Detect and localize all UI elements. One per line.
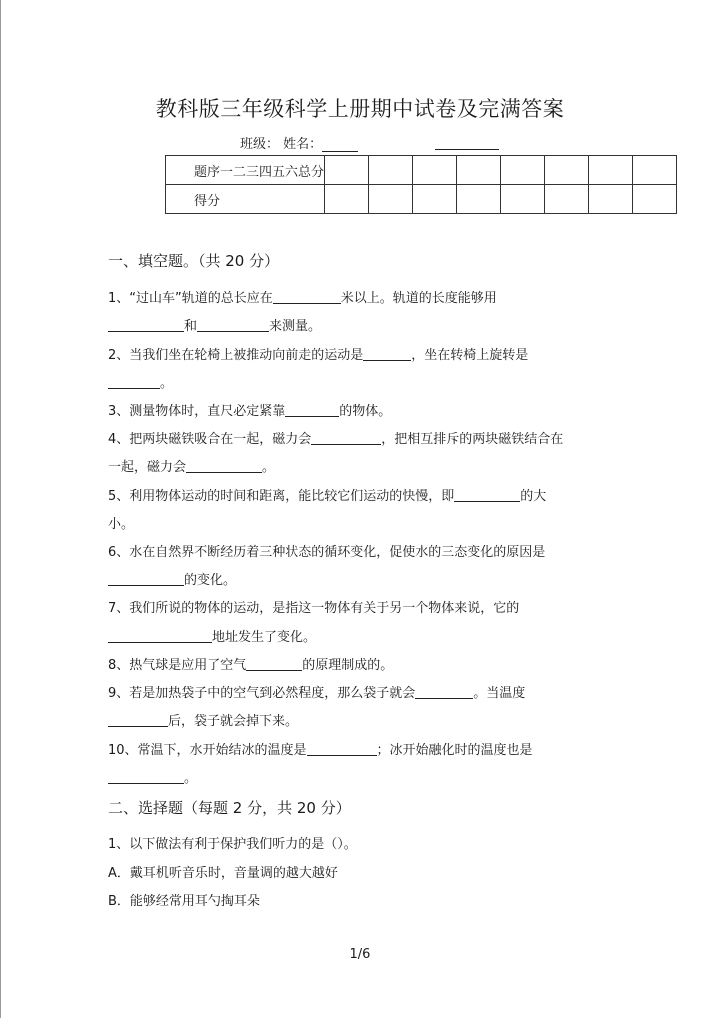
answer-blank[interactable]	[108, 713, 168, 727]
question-6-line1: 6、水在自然界不断经历着三种状态的循环变化，促使水的三态变化的原因是	[108, 545, 546, 560]
answer-blank[interactable]	[108, 770, 184, 784]
question-text: 。	[160, 376, 174, 391]
mc-option-b[interactable]: B．能够经常用耳勺掏耳朵	[108, 894, 260, 909]
question-text: 2、当我们坐在轮椅上被推动向前走的运动是	[108, 348, 364, 363]
question-text: 和	[184, 319, 198, 334]
score-input-cell[interactable]	[413, 185, 457, 214]
page-title: 教科版三年级科学上册期中试卷及完满答案	[155, 97, 565, 121]
question-text: 米以上。轨道的长度能够用	[340, 291, 497, 306]
question-text: 3、测量物体时，直尺必定紧靠	[108, 404, 286, 419]
question-text: 1、“过山车”轨道的总长应在	[108, 291, 273, 306]
question-9-line2	[108, 710, 298, 729]
answer-blank[interactable]	[108, 318, 184, 332]
score-header-cell	[545, 156, 589, 185]
question-8	[108, 654, 393, 673]
score-header-label: 题序一二三四五六总分	[166, 156, 325, 185]
question-text: 的物体。	[339, 404, 392, 419]
score-value-row	[166, 185, 677, 214]
answer-blank[interactable]	[311, 431, 381, 445]
score-header-cell	[413, 156, 457, 185]
score-header-row	[166, 156, 677, 185]
answer-blank[interactable]	[186, 459, 262, 473]
question-1-line1	[108, 287, 497, 306]
score-input-cell[interactable]	[457, 185, 501, 214]
question-5-line2: 小。	[108, 517, 135, 532]
answer-blank[interactable]	[108, 629, 212, 643]
score-input-cell[interactable]	[501, 185, 545, 214]
question-text: 的大	[520, 489, 547, 504]
question-7-line2	[108, 626, 316, 645]
question-text: 。	[184, 771, 198, 786]
page-left-border	[0, 0, 1, 1018]
question-1-line2	[108, 315, 321, 334]
question-text: 一起，磁力会	[108, 460, 187, 475]
answer-blank[interactable]	[273, 290, 341, 304]
name-label: 姓名：	[283, 137, 323, 152]
question-3	[108, 400, 391, 419]
score-input-cell[interactable]	[633, 185, 677, 214]
score-input-cell[interactable]	[545, 185, 589, 214]
section1-heading: 一、填空题。（共 20 分）	[108, 252, 280, 270]
question-text: 4、把两块磁铁吸合在一起，磁力会	[108, 432, 312, 447]
question-10-line1	[108, 739, 533, 758]
question-2-line1	[108, 344, 528, 363]
question-text: 。当温度	[473, 686, 526, 701]
question-text: 。	[262, 460, 276, 475]
score-row-label: 得分	[166, 185, 325, 214]
question-text: ，把相互排斥的两块磁铁结合在	[381, 432, 564, 447]
question-6-line2	[108, 569, 236, 588]
name-blank[interactable]	[322, 137, 358, 152]
question-text: 地址发生了变化。	[212, 630, 317, 645]
question-4-line2	[108, 456, 275, 475]
answer-blank[interactable]	[246, 657, 302, 671]
question-10-line2	[108, 767, 197, 786]
section2-heading: 二、选择题（每题 2 分，共 20 分）	[108, 799, 351, 817]
question-text: 5、利用物体运动的时间和距离，能比较它们运动的快慢，即	[108, 489, 455, 504]
score-input-cell[interactable]	[369, 185, 413, 214]
score-header-cell	[369, 156, 413, 185]
answer-blank[interactable]	[108, 572, 184, 586]
score-header-cell	[589, 156, 633, 185]
class-blank[interactable]	[435, 133, 499, 150]
score-header-cell	[325, 156, 369, 185]
question-7-line1: 7、我们所说的物体的运动，是指这一物体有关于另一个物体来说，它的	[108, 601, 520, 616]
score-header-cell	[501, 156, 545, 185]
score-header-cell	[457, 156, 501, 185]
question-text: ，坐在转椅上旋转是	[411, 348, 529, 363]
student-info	[240, 133, 358, 152]
score-header-cell	[633, 156, 677, 185]
question-text: 8、热气球是应用了空气	[108, 658, 247, 673]
question-5-line1	[108, 485, 546, 504]
answer-blank[interactable]	[197, 318, 269, 332]
score-input-cell[interactable]	[589, 185, 633, 214]
question-text: 9、若是加热袋子中的空气到必然程度，那么袋子就会	[108, 686, 416, 701]
mc-question-1: 1、以下做法有利于保护我们听力的是（）。	[108, 837, 357, 852]
score-table	[165, 155, 677, 214]
question-text: ；冰开始融化时的温度也是	[376, 743, 533, 758]
answer-blank[interactable]	[363, 347, 411, 361]
question-text: 来测量。	[269, 319, 322, 334]
question-text: 的原理制成的。	[302, 658, 394, 673]
question-text: 的变化。	[184, 573, 237, 588]
score-input-cell[interactable]	[325, 185, 369, 214]
question-text: 10、常温下，水开始结冰的温度是	[108, 743, 307, 758]
question-text: 后，袋子就会掉下来。	[168, 714, 299, 729]
answer-blank[interactable]	[285, 403, 339, 417]
answer-blank[interactable]	[108, 375, 160, 389]
question-2-line2	[108, 372, 173, 391]
class-label: 班级：	[240, 137, 280, 152]
answer-blank[interactable]	[415, 685, 473, 699]
question-9-line1	[108, 682, 525, 701]
answer-blank[interactable]	[307, 742, 377, 756]
question-4-line1	[108, 428, 563, 447]
answer-blank[interactable]	[454, 488, 520, 502]
mc-option-a[interactable]: A．戴耳机听音乐时，音量调的越大越好	[108, 866, 338, 881]
page-number: 1/6	[349, 947, 371, 962]
